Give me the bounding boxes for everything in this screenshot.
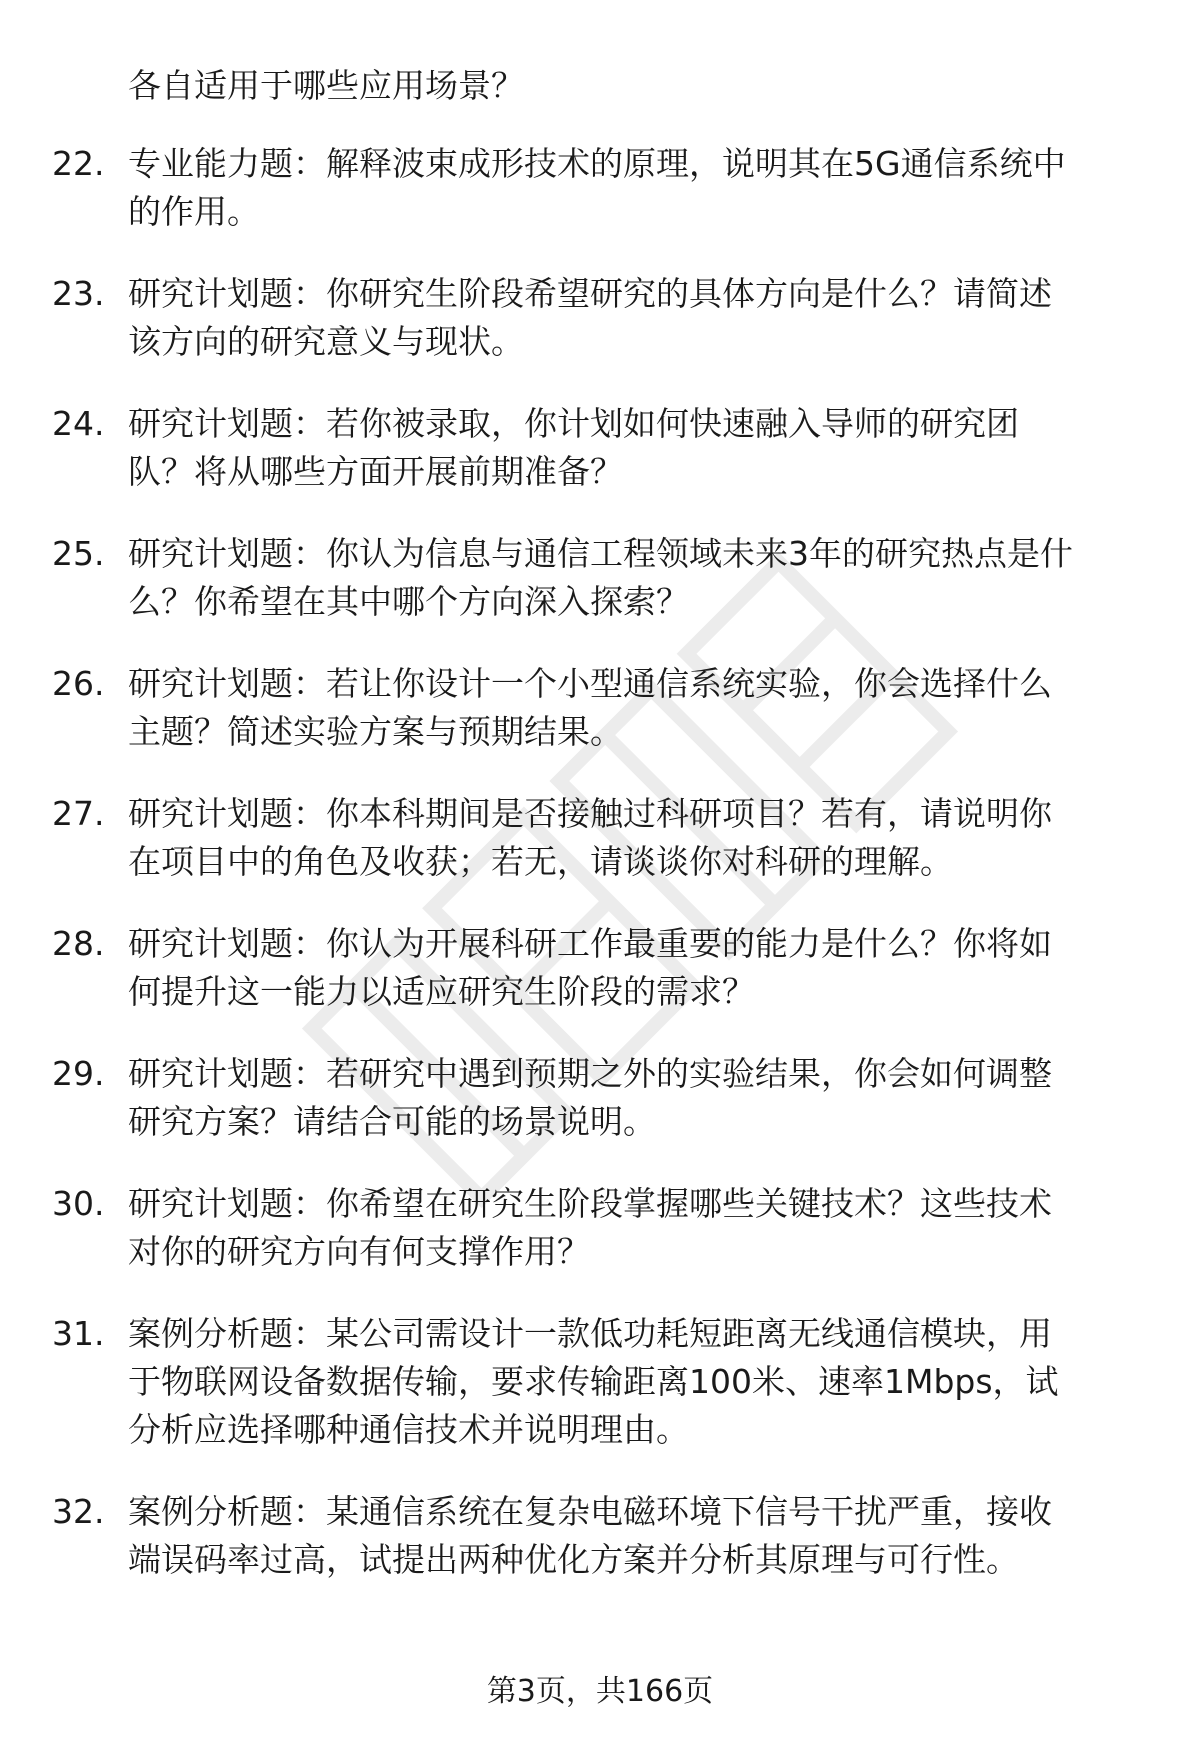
question-text [128,270,1168,366]
question-item [0,1488,1200,1618]
question-line: 何提升这一能力以适应研究生阶段的需求？ [128,972,755,1011]
question-number: 24. [52,404,105,443]
question-line: 专业能力题：解释波束成形技术的原理，说明其在5G通信系统中 [128,144,1066,183]
question-item [0,1050,1200,1180]
question-number: 26. [52,664,105,703]
question-number: 23. [52,274,105,313]
question-line: 研究计划题：你希望在研究生阶段掌握哪些关键技术？这些技术 [128,1184,1052,1223]
question-item [0,270,1200,400]
question-line: 研究计划题：你认为信息与通信工程领域未来3年的研究热点是什 [128,534,1073,573]
question-item [0,660,1200,790]
question-number: 29. [52,1054,105,1093]
question-line: 研究方案？请结合可能的场景说明。 [128,1102,656,1141]
question-line: 队？将从哪些方面开展前期准备？ [128,452,623,491]
question-line: 研究计划题：你本科期间是否接触过科研项目？若有，请说明你 [128,794,1052,833]
question-number: 30. [52,1184,105,1223]
question-number: 25. [52,534,105,573]
question-line: 研究计划题：若你被录取，你计划如何快速融入导师的研究团 [128,404,1019,443]
question-item [0,920,1200,1050]
question-number: 22. [52,144,105,183]
page-number-footer: 第3页，共166页 [486,1674,714,1709]
question-number: 28. [52,924,105,963]
question-line: 案例分析题：某通信系统在复杂电磁环境下信号干扰严重，接收 [128,1492,1052,1531]
question-text [128,1050,1168,1146]
question-line: 的作用。 [128,192,260,231]
question-list [0,140,1200,1618]
question-line: 研究计划题：你认为开展科研工作最重要的能力是什么？你将如 [128,924,1052,963]
question-item [0,530,1200,660]
question-line: 分析应选择哪种通信技术并说明理由。 [128,1410,689,1449]
question-line: 于物联网设备数据传输，要求传输距离100米、速率1Mbps，试 [128,1362,1059,1401]
question-item [0,140,1200,270]
question-text [128,1488,1168,1584]
question-text [128,1310,1168,1454]
question-line: 研究计划题：若让你设计一个小型通信系统实验，你会选择什么 [128,664,1052,703]
question-line: 该方向的研究意义与现状。 [128,322,524,361]
question-line: 么？你希望在其中哪个方向深入探索？ [128,582,689,621]
question-line: 在项目中的角色及收获；若无，请谈谈你对科研的理解。 [128,842,953,881]
question-line: 研究计划题：若研究中遇到预期之外的实验结果，你会如何调整 [128,1054,1052,1093]
question-number: 27. [52,794,105,833]
question-line: 案例分析题：某公司需设计一款低功耗短距离无线通信模块，用 [128,1314,1052,1353]
question-text [128,400,1168,496]
question-number: 31. [52,1314,105,1353]
question-item [0,1310,1200,1488]
question-item [0,1180,1200,1310]
question-line: 主题？简述实验方案与预期结果。 [128,712,623,751]
question-line: 对你的研究方向有何支撑作用？ [128,1232,590,1271]
question-text [128,790,1168,886]
question-text [128,1180,1168,1276]
question-text [128,660,1168,756]
question-item [0,400,1200,530]
question-line: 端误码率过高，试提出两种优化方案并分析其原理与可行性。 [128,1540,1019,1579]
question-number: 32. [52,1492,105,1531]
question-text [128,140,1168,236]
question-line: 研究计划题：你研究生阶段希望研究的具体方向是什么？请简述 [128,274,1052,313]
question-text [128,920,1168,1016]
question-item [0,790,1200,920]
question-text [128,530,1168,626]
continued-question-text: 各自适用于哪些应用场景？ [128,66,524,105]
